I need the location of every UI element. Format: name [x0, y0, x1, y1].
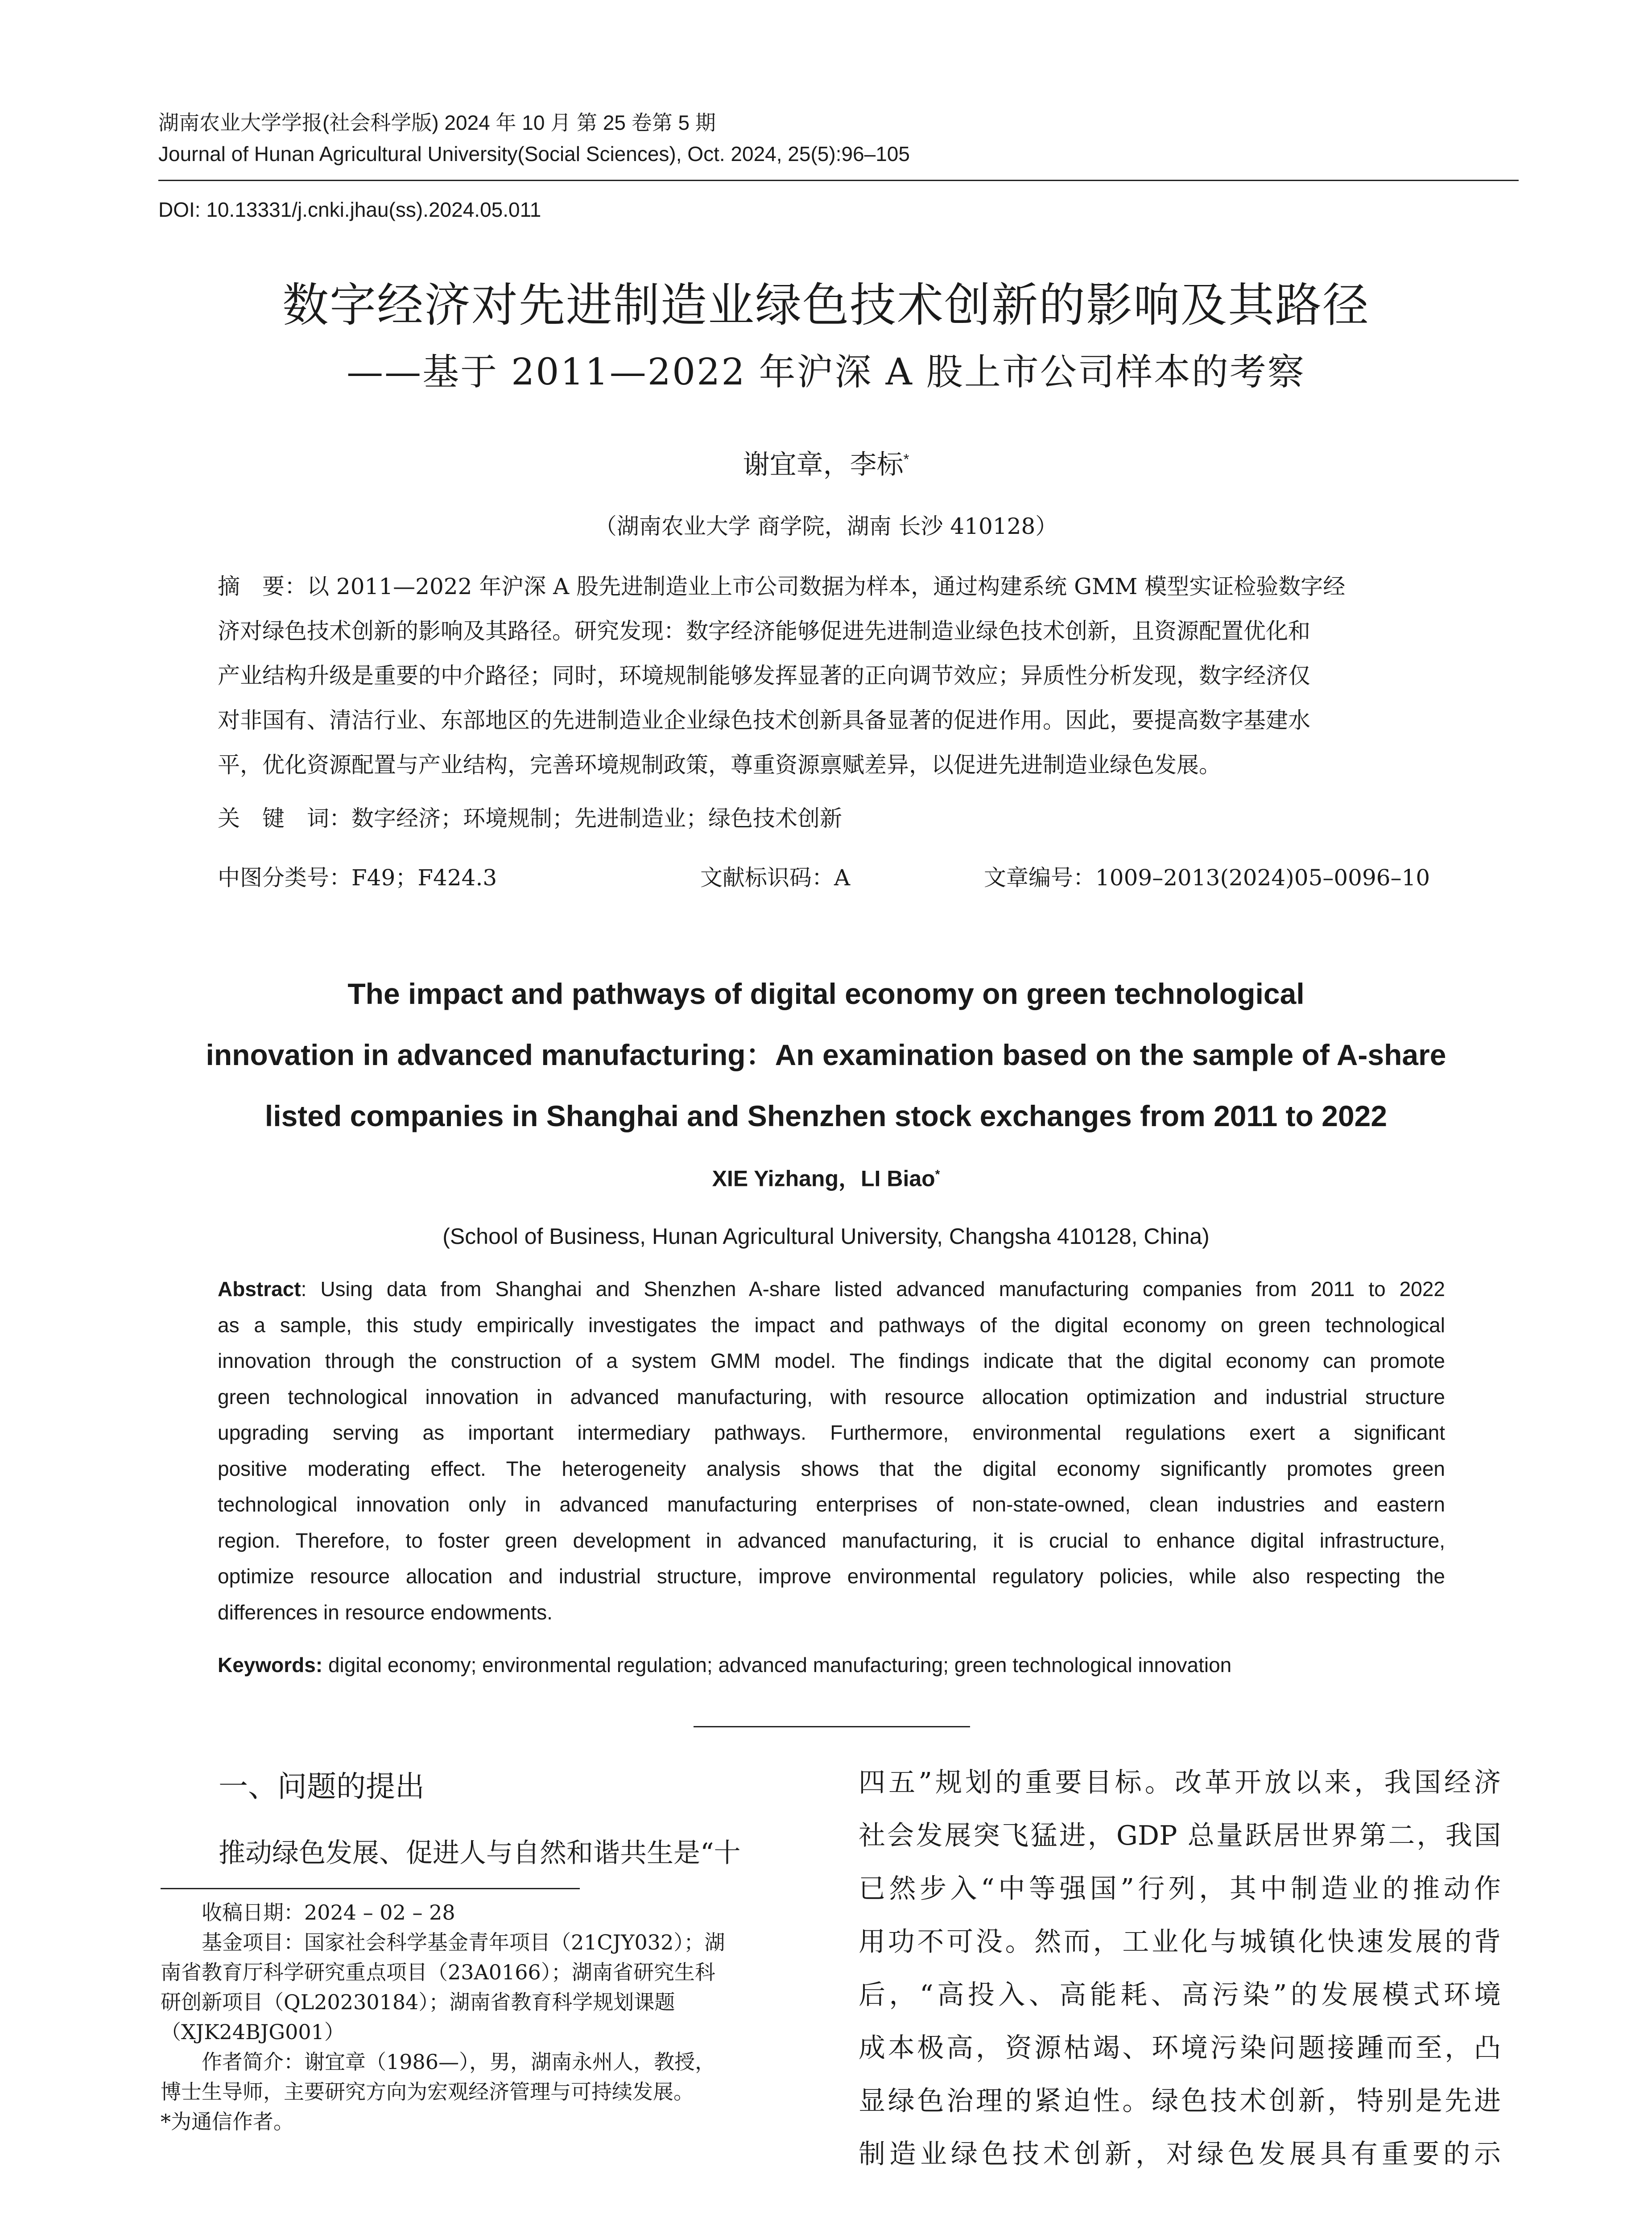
- abstract-cn-line: 摘 要：以 2011—2022 年沪深 A 股先进制造业上市公司数据为样本，通过构建系统 GMM 模型实证检验数字经: [218, 574, 1346, 599]
- body-column-right: [859, 1756, 1501, 2181]
- footnote-line: 研创新项目（QL20230184）；湖南省教育科学规划课题: [161, 1990, 675, 2014]
- keywords-en-label: Keywords:: [218, 1653, 323, 1677]
- footnote-line: 南省教育厅科学研究重点项目（23A0166）；湖南省研究生科: [161, 1960, 715, 1984]
- abstract-en: [218, 1271, 1445, 1630]
- journal-name-en: Journal of Hunan Agricultural University(Social Sciences), Oct. 2024, 25(5):96–105: [158, 142, 910, 165]
- doi-link[interactable]: DOI: 10.13331/j.cnki.jhau(ss).2024.05.011: [158, 198, 541, 221]
- authors-cn-text: 谢宜章，李标: [743, 450, 904, 479]
- abstract-en-line: green technological innovation in advanced manufacturing, with resource allocation optimization and industrial structure: [218, 1385, 1445, 1408]
- abstract-cn: [218, 564, 1445, 787]
- title-en-line: listed companies in Shanghai and Shenzhen stock exchanges from 2011 to 2022: [264, 1099, 1388, 1132]
- document-code: 文献标识码：A: [700, 865, 851, 891]
- corresponding-author-mark-en: *: [935, 1167, 940, 1181]
- abstract-cn-line: 济对绿色技术创新的影响及其路径。研究发现：数字经济能够促进先进制造业绿色技术创新，且资源配置优化和: [218, 618, 1310, 644]
- body-line: 社会发展突飞猛进，GDP 总量跃居世界第二，我国: [859, 1820, 1501, 1851]
- abstract-en-line: technological innovation only in advanced manufacturing enterprises of non-state-owned, clean industries and eastern: [218, 1493, 1445, 1516]
- keywords-cn: 关 键 词：数字经济；环境规制；先进制造业；绿色技术创新: [218, 805, 842, 831]
- body-line: 后，“高投入、高能耗、高污染”的发展模式环境: [859, 1979, 1501, 2011]
- section-heading: 一、问题的提出: [219, 1770, 425, 1803]
- abstract-en-line: as a sample, this study empirically investigates the impact and pathways of the digital economy on green technological: [218, 1313, 1445, 1337]
- authors-en: [0, 1159, 1652, 1194]
- abstract-en-line: differences in resource endowments.: [218, 1600, 553, 1624]
- footnote-line: 作者简介：谢宜章（1986—），男，湖南永州人，教授，: [161, 2050, 716, 2074]
- title-en-line: innovation in advanced manufacturing：An examination based on the sample of A-share: [206, 1038, 1446, 1071]
- body-line: 用功不可没。然而，工业化与城镇化快速发展的背: [859, 1926, 1501, 1957]
- article-title-en: [0, 963, 1652, 1147]
- authors-en-text: XIE Yizhang，LI Biao: [712, 1166, 935, 1191]
- body-line: 四五”规划的重要目标。改革开放以来，我国经济: [859, 1767, 1501, 1798]
- footnote-divider: [161, 1888, 580, 1889]
- abstract-cn-line: 产业结构升级是重要的中介路径；同时，环境规制能够发挥显著的正向调节效应；异质性分析发现，数字经济仅: [218, 663, 1310, 689]
- footnote-line: 收稿日期：2024 – 02 – 28: [161, 1900, 455, 1924]
- affiliation-cn: （湖南农业大学 商学院，湖南 长沙 410128）: [594, 513, 1058, 539]
- article-subtitle-cn: ——基于 2011—2022 年沪深 A 股上市公司样本的考察: [347, 351, 1305, 393]
- footnotes: [161, 1898, 807, 2137]
- keywords-en: [218, 1649, 1231, 1681]
- footnote-line: （XJK24BJG001）: [161, 2020, 345, 2044]
- abstract-en-line: innovation through the construction of a system GMM model. The findings indicate that the digital economy can promote: [218, 1349, 1445, 1372]
- article-title-cn: 数字经济对先进制造业绿色技术创新的影响及其路径: [282, 280, 1370, 331]
- body-paragraph-left: 推动绿色发展、促进人与自然和谐共生是“十: [219, 1838, 741, 1869]
- footnote-line: 基金项目：国家社会科学基金青年项目（21CJY032）；湖: [161, 1930, 725, 1954]
- affiliation-en: (School of Business, Hunan Agricultural University, Changsha 410128, China): [442, 1224, 1210, 1249]
- abstract-en-line: region. Therefore, to foster green development in advanced manufacturing, it is crucial to enhance digital infrastructure,: [218, 1528, 1445, 1552]
- abstract-en-text: : Using data from Shanghai and Shenzhen A-share listed advanced manufacturing companies from 2011 to 2022: [301, 1277, 1445, 1301]
- title-en-line: The impact and pathways of digital economy on green technological: [347, 977, 1305, 1010]
- section-divider: [694, 1726, 970, 1727]
- body-line: 成本极高，资源枯竭、环境污染问题接踵而至，凸: [859, 2032, 1501, 2064]
- journal-header: [158, 107, 1496, 169]
- article-number: 文章编号：1009–2013(2024)05–0096–10: [984, 865, 1430, 891]
- journal-name-cn: 湖南农业大学学报(社会科学版) 2024 年 10 月 第 25 卷第 5 期: [158, 111, 716, 134]
- footnote-line: *为通信作者。: [161, 2110, 294, 2134]
- abstract-en-label: Abstract: [218, 1277, 301, 1301]
- clc-number: 中图分类号：F49；F424.3: [218, 865, 497, 891]
- body-line: 显绿色治理的紧迫性。绿色技术创新，特别是先进: [859, 2085, 1501, 2117]
- header-divider: [158, 180, 1519, 181]
- abstract-en-line: positive moderating effect. The heterogeneity analysis shows that the digital economy significantly promotes green: [218, 1457, 1445, 1480]
- corresponding-author-mark: *: [903, 451, 909, 467]
- body-line: 已然步入“中等强国”行列，其中制造业的推动作: [859, 1873, 1501, 1904]
- footnote-line: 博士生导师，主要研究方向为宏观经济管理与可持续发展。: [161, 2080, 694, 2104]
- body-line: 制造业绿色技术创新，对绿色发展具有重要的示: [859, 2139, 1501, 2170]
- abstract-cn-line: 平，优化资源配置与产业结构，完善环境规制政策，尊重资源禀赋差异，以促进先进制造业绿色发展。: [218, 752, 1221, 778]
- authors-cn: [0, 442, 1652, 483]
- abstract-en-line: upgrading serving as important intermediary pathways. Furthermore, environmental regulations exert a significant: [218, 1421, 1445, 1444]
- classification-row: [218, 860, 1445, 896]
- abstract-en-line: [218, 1271, 1445, 1307]
- abstract-en-line: optimize resource allocation and industrial structure, improve environmental regulatory policies, while also respecting the: [218, 1565, 1445, 1588]
- abstract-cn-line: 对非国有、清洁行业、东部地区的先进制造业企业绿色技术创新具备显著的促进作用。因此，要提高数字基建水: [218, 707, 1310, 733]
- keywords-en-text: digital economy; environmental regulation; advanced manufacturing; green technological innovation: [322, 1653, 1232, 1677]
